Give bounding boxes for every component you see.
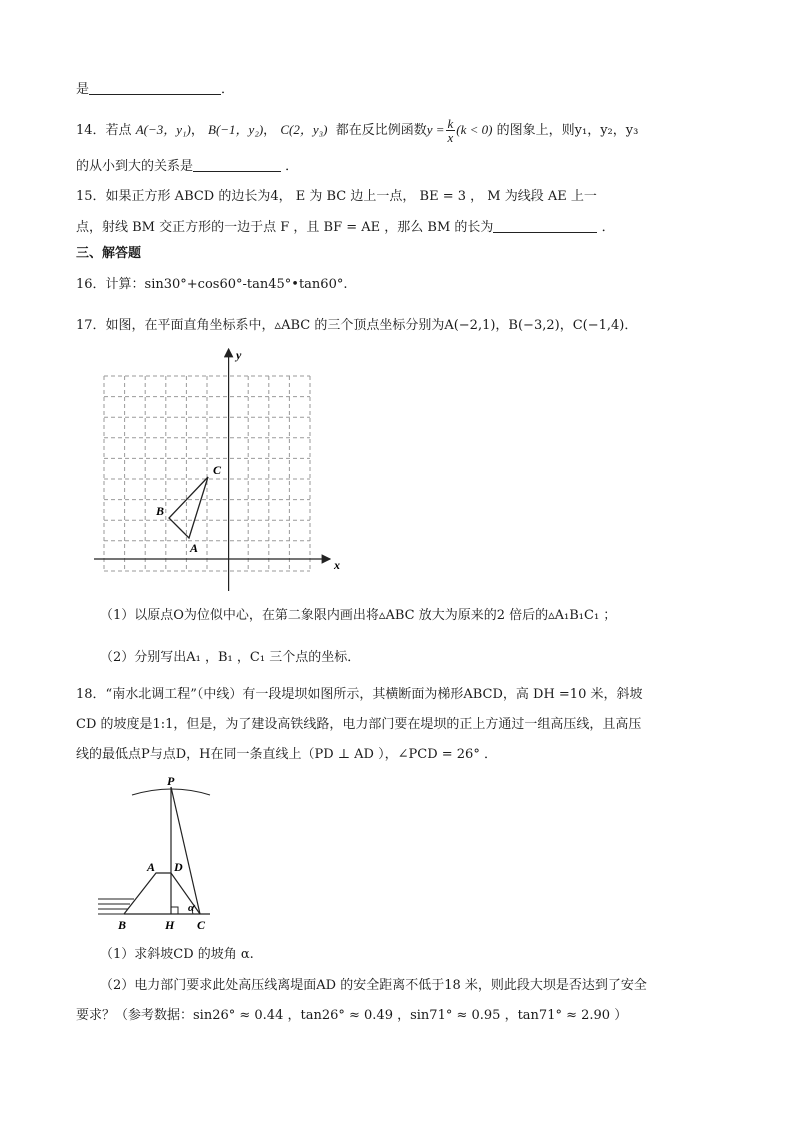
q13-prefix: 是: [76, 82, 90, 97]
answer-blank-14[interactable]: [193, 157, 281, 172]
q15-line2: [76, 218, 615, 238]
q17-part2: （2）分别写出A₁ ，B₁ ，C₁ 三个点的坐标．: [100, 650, 361, 665]
q18-part2-line1: （2）电力部门要求此处高压线离堤面AD 的安全距离不低于18 米，则此段大坝是否达到了安全: [100, 978, 647, 993]
label-a: A: [147, 860, 156, 874]
answer-blank-15[interactable]: [493, 218, 597, 233]
right-angle-mark: [171, 907, 178, 914]
q18-line2: CD 的坡度是1:1，但是，为了建设高铁线路，电力部门要在堤坝的正上方通过一组高压线，且高压: [76, 717, 642, 732]
q15-text-b: ．: [601, 220, 615, 235]
q14-point-a: A(−3，y₁): [135, 122, 191, 137]
label-b: B: [118, 918, 127, 932]
q14-point-b: B(−1，y₂): [208, 122, 264, 137]
triangle-abc: [169, 477, 208, 538]
q18-part1: （1）求斜坡CD 的坡角 α.: [100, 947, 254, 962]
q17-intro: 17．如图，在平面直角坐标系中，▵ABC 的三个顶点坐标分别为A(−2,1)，B(−3,2)，C(−1,4)．: [76, 318, 638, 333]
q17-part1: （1）以原点O为位似中心，在第二象限内画出将▵ABC 放大为原来的2 倍后的▵A₁B₁C₁ ；: [100, 608, 617, 623]
label-point-b: B: [156, 504, 165, 518]
answer-blank-13[interactable]: [89, 80, 221, 95]
label-x-axis: x: [334, 558, 340, 572]
frac-numerator: k: [447, 116, 454, 131]
q14-line2: [76, 157, 298, 177]
grid-lines: [104, 376, 310, 571]
q14-fraction: [446, 117, 456, 144]
q14-line1: 14．若点 A(−3，y₁)， B(−1，y₂)， C(2，y₃) 都在反比例函数y = $\frac{k}{x}$ (k < 0) 的图象上，则y₁，y₂，y₃: [76, 116, 639, 145]
q13-tail: [76, 80, 234, 100]
q18-line3: 线的最低点P与点D，H在同一条直线上（PD ⊥ AD ），∠PCD = 26° ．: [76, 747, 497, 762]
label-p: P: [167, 775, 175, 788]
q13-suffix: ．: [221, 82, 235, 97]
q14-text-a: 14．若点: [76, 123, 132, 138]
q18-line1: 18．“南水北调工程”（中线）有一段堤坝如图所示，其横断面为梯形ABCD，高 DH =10 米，斜坡: [76, 687, 643, 702]
q14-condition: (k < 0): [456, 122, 493, 137]
q16-text: 16．计算：sin30°+cos60°-tan45°•tan60°.: [76, 277, 348, 292]
label-y-axis: y: [236, 348, 242, 362]
q18-part2-line2: 要求？（参考数据：sin26° ≈ 0.44 ，tan26° ≈ 0.49 ，sin71° ≈ 0.95 ，tan71° ≈ 2.90 ）: [76, 1008, 628, 1023]
section-heading: 三、解答题: [76, 246, 142, 261]
q14-text-d: ．: [285, 159, 299, 174]
label-point-c: C: [213, 463, 222, 477]
dam-figure: [90, 775, 220, 933]
water-lines: [98, 899, 134, 914]
q14-text-b: 的图象上，则y₁，y₂，y₃: [496, 123, 639, 138]
label-d: D: [174, 860, 183, 874]
q15-text-a: 点，射线 BM 交正方形的一边于点 F ，且 BF = AE ，那么 BM 的长为: [76, 220, 494, 235]
segment-pc: [171, 787, 200, 914]
label-alpha: α: [188, 902, 195, 914]
q14-text-mid: 都在反比例函数: [335, 123, 427, 138]
q14-func-lhs: y =: [426, 122, 445, 137]
q14-text-c: 的从小到大的关系是: [76, 159, 194, 174]
q14-point-c: C(2，y₃): [280, 122, 328, 137]
label-point-a: A: [190, 541, 199, 555]
label-h: H: [165, 918, 175, 932]
coordinate-grid-figure: [90, 343, 350, 595]
label-c: C: [197, 918, 206, 932]
frac-denominator: x: [447, 130, 454, 145]
q15-line1: 15．如果正方形 ABCD 的边长为4， E 为 BC 边上一点， BE = 3 ， M 为线段 AE 上一: [76, 189, 597, 204]
